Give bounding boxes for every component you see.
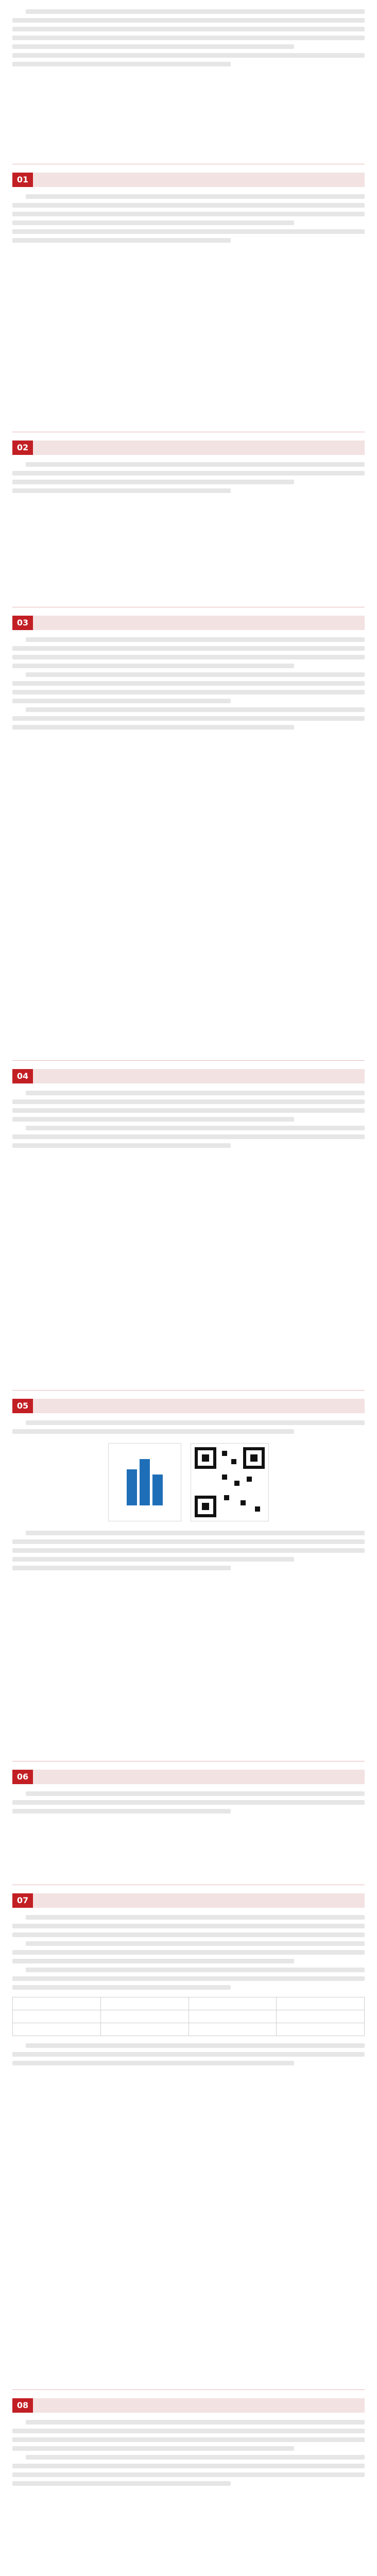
table-cell [100,2010,188,2023]
section-number: 03 [12,616,33,630]
table-cell [13,1997,101,2010]
section-06 [12,1761,365,1885]
section-number: 07 [12,1893,33,1908]
table-cell [277,2010,365,2023]
section-body [12,2420,365,2486]
section-body [12,462,365,493]
section-number: 06 [12,1770,33,1784]
table-cell [13,2010,101,2023]
section-number: 05 [12,1399,33,1413]
table-cell [277,2023,365,2036]
section-body [12,637,365,730]
table-cell [188,2010,277,2023]
intro-block [12,9,365,164]
section-title [33,2398,365,2413]
section-03 [12,607,365,1060]
qr-code-icon[interactable] [191,1443,269,1521]
section-05 [12,1390,365,1761]
building-logo-icon [108,1443,181,1521]
section-07 [12,1885,365,2389]
table-cell [100,2023,188,2036]
section-01 [12,164,365,432]
table-cell [277,1997,365,2010]
section-02 [12,432,365,607]
section-body [12,1791,365,1814]
requirements-table [12,1997,365,2036]
section-number: 08 [12,2398,33,2413]
table-cell [13,2023,101,2036]
table-row [13,2010,365,2023]
table-row [13,1997,365,2010]
section-body [12,1420,365,1570]
section-title [33,616,365,630]
section-body [12,1915,365,2065]
section-number: 04 [12,1069,33,1083]
section-title [33,1893,365,1908]
section-title [33,1069,365,1083]
table-cell [188,1997,277,2010]
section-number: 02 [12,440,33,455]
section-title [33,1399,365,1413]
qr-area [12,1443,365,1521]
section-title [33,173,365,187]
section-08 [12,2389,365,2576]
table-row [13,2023,365,2036]
table-cell [188,2023,277,2036]
section-number: 01 [12,173,33,187]
section-04 [12,1060,365,1390]
table-cell [100,1997,188,2010]
section-body [12,194,365,243]
section-title [33,1770,365,1784]
section-title [33,440,365,455]
section-body [12,1091,365,1148]
